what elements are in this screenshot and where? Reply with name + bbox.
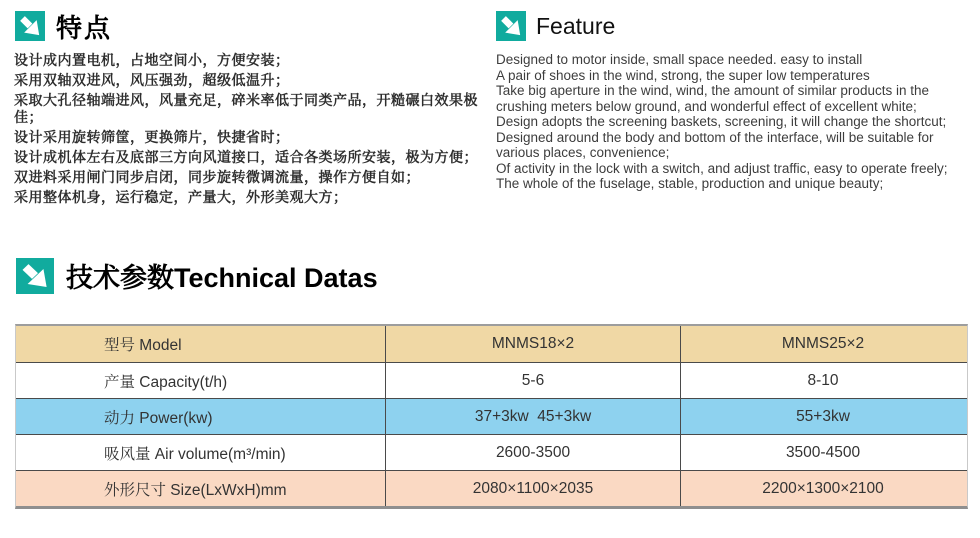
feature-cn-item: 设计成机体左右及底部三方向风道接口，适合各类场所安装，极为方便；	[14, 149, 478, 165]
feature-en-item: Designed to motor inside, small space needed. easy to install	[496, 52, 863, 67]
technical-data-heading	[16, 256, 378, 295]
spec-power-value-1: 37+3kw 45+3kw	[386, 399, 681, 434]
spec-capacity-value-2: 8-10	[807, 371, 839, 389]
feature-cn-item: 采用整体机身，运行稳定，产量大，外形美观大方；	[14, 189, 348, 205]
spec-row-capacity	[16, 362, 967, 398]
feature-en-item: Take big aperture in the wind, wind, the amount of similar products in the crushing meters below ground, and wonderful effect of excellent white;	[496, 83, 929, 114]
feature-columns	[14, 10, 970, 209]
spec-model-value-1: MNMS18×2	[386, 326, 681, 362]
feature-cn-item: 双进料采用闸门同步启闭，同步旋转微调流量，操作方便自如；	[14, 169, 420, 185]
spec-row-air-volume	[16, 434, 967, 470]
spec-table	[15, 324, 968, 509]
features-cn-section	[14, 10, 486, 209]
feature-en-item: Of activity in the lock with a switch, and adjust traffic, easy to operate freely;	[496, 160, 948, 176]
spec-power-label: 动力 Power(kw)	[16, 399, 386, 434]
spec-model-value-2: MNMS25×2	[781, 335, 865, 352]
arrow-down-right-icon	[14, 11, 46, 41]
features-cn-heading	[14, 10, 486, 42]
features-en-title: Feature	[536, 12, 616, 39]
spec-size-value-2: 2200×1300×2100	[762, 479, 884, 497]
feature-en-item: The whole of the fuselage, stable, production and unique beauty;	[496, 176, 884, 191]
spec-power-value-2: 55+3kw	[796, 407, 850, 425]
technical-data-title: 技术参数Technical Datas	[66, 263, 378, 293]
feature-en-item: Designed around the body and bottom of the interface, will be suitable for various places, convenience;	[496, 129, 934, 160]
spec-model-label: 型号 Model	[16, 326, 386, 362]
spec-row-power	[16, 398, 967, 434]
feature-en-item: Design adopts the screening baskets, screening, it will change the shortcut;	[496, 114, 947, 129]
spec-size-label: 外形尺寸 Size(LxWxH)mm	[16, 471, 386, 506]
feature-cn-item: 设计采用旋转筛筐，更换筛片，快捷省时；	[14, 129, 290, 145]
spec-capacity-value-1: 5-6	[386, 363, 681, 398]
spec-row-size	[16, 470, 967, 506]
spec-capacity-label: 产量 Capacity(t/h)	[16, 363, 386, 398]
arrow-down-right-icon	[496, 11, 526, 41]
feature-cn-item: 采用双轴双进风，风压强劲，超级低温升；	[14, 72, 290, 88]
spec-air-volume-value-2: 3500-4500	[785, 443, 861, 461]
spec-air-volume-label: 吸风量 Air volume(m³/min)	[16, 435, 386, 470]
features-en-heading	[496, 10, 970, 42]
feature-cn-item: 设计成内置电机，占地空间小，方便安装；	[14, 52, 290, 68]
features-en-section	[496, 10, 970, 209]
feature-en-item: A pair of shoes in the wind, strong, the super low temperatures	[496, 67, 870, 83]
feature-cn-item: 采取大孔径轴端进风，风量充足，碎米率低于同类产品，开糙碾白效果极佳；	[14, 92, 478, 125]
spec-air-volume-value-1: 2600-3500	[386, 435, 681, 470]
spec-row-model	[16, 326, 967, 362]
spec-size-value-1: 2080×1100×2035	[386, 471, 681, 506]
arrow-down-right-icon	[16, 258, 54, 294]
features-cn-title: 特点	[56, 12, 113, 43]
